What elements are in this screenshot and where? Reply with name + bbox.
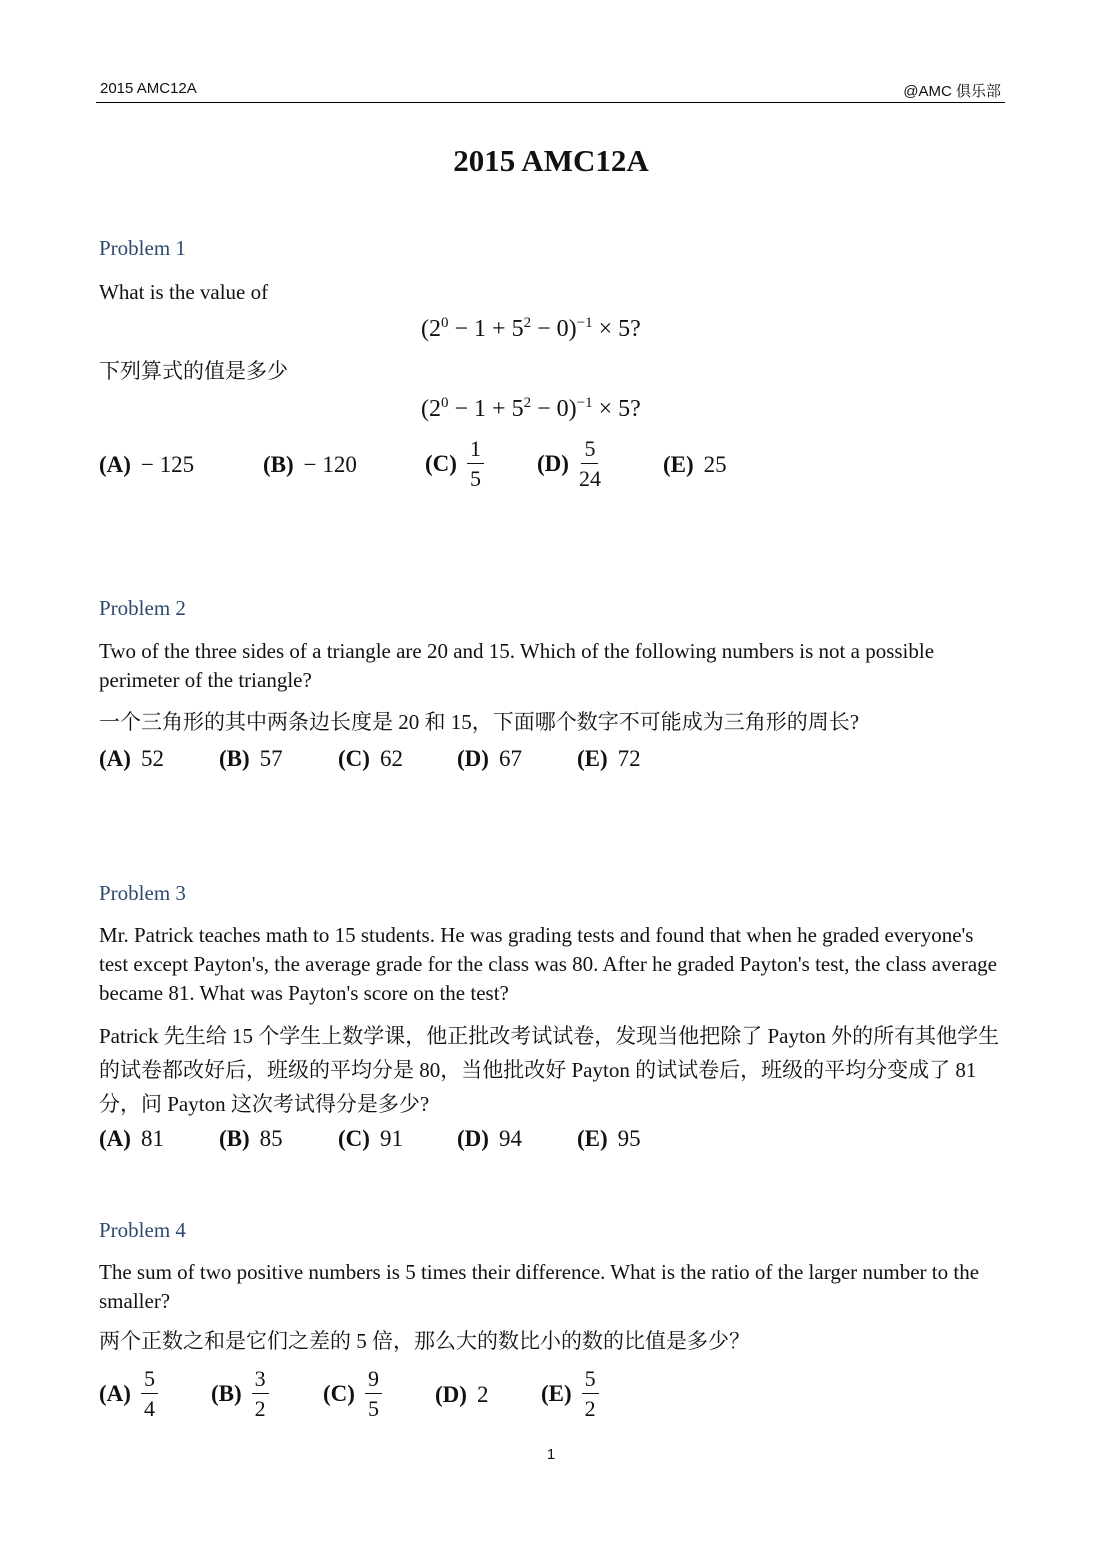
choice-label: (B) — [219, 746, 250, 771]
choice-label: (C) — [338, 746, 370, 771]
choice-a — [99, 1126, 164, 1152]
problem-1-choices — [99, 436, 799, 496]
choice-a — [99, 452, 194, 478]
choice-label: (D) — [435, 1382, 467, 1407]
fraction-numerator: 3 — [252, 1366, 269, 1394]
choice-value: − 125 — [140, 452, 195, 477]
choice-c — [338, 1126, 403, 1152]
choice-label: (D) — [457, 1126, 489, 1151]
choice-value: 95 — [617, 1126, 641, 1151]
choice-label: (C) — [425, 450, 457, 476]
page-number: 1 — [546, 1446, 556, 1463]
choice-value: 72 — [617, 746, 641, 771]
choice-a — [99, 746, 164, 772]
choice-value: − 120 — [303, 452, 357, 477]
problem-2-text-en: Two of the three sides of a triangle are 20 and 15. Which of the following numbers is not a possible perimeter of the triangle? — [99, 639, 935, 692]
fraction-denominator: 5 — [367, 1396, 379, 1421]
page-header — [98, 78, 1005, 102]
choice-b — [263, 452, 357, 478]
fraction-denominator: 2 — [254, 1396, 266, 1421]
fraction-denominator: 24 — [578, 466, 601, 491]
header-rule — [96, 102, 1005, 103]
choice-label: (E) — [541, 1380, 572, 1406]
choice-d — [457, 1126, 522, 1152]
choice-label: (A) — [99, 1380, 131, 1406]
problem-3-choices — [99, 1126, 699, 1160]
choice-value: 67 — [498, 746, 522, 771]
choice-d — [457, 746, 522, 772]
choice-label: (A) — [99, 1126, 131, 1151]
fraction-denominator: 2 — [584, 1396, 596, 1421]
choice-value: 57 — [259, 746, 283, 771]
choice-value: 62 — [379, 746, 403, 771]
choice-b — [211, 1366, 269, 1421]
fraction-denominator: 5 — [469, 466, 481, 491]
choice-d — [537, 436, 601, 491]
header-right-text: @AMC 俱乐部 — [903, 83, 1001, 100]
problem-1-text-en: What is the value of — [99, 280, 269, 304]
choice-value: 91 — [379, 1126, 403, 1151]
fraction — [579, 436, 601, 491]
choice-value: 2 — [476, 1382, 489, 1407]
problem-3-text-cn: Patrick 先生给 15 个学生上数学课，他正批改考试试卷，发现当他把除了 Payton 外的所有其他学生的试卷都改好后，班级的平均分是 80，当他批改好 Payton 的试试卷后，班级的平均分变成了 81 分，问 Payton 这次考试得分是多少? — [99, 1024, 1000, 1116]
problem-1-expression-en: $(2^0 - 1 + 5^2 - 0)^{-1} \times 5$? — [421, 315, 641, 342]
fraction-numerator: 5 — [582, 1366, 599, 1394]
choice-b — [219, 1126, 283, 1152]
problem-2-choices — [99, 746, 699, 780]
problem-3-text-en: Mr. Patrick teaches math to 15 students. He was grading tests and found that when he graded everyone's test except Payton's, the average grade for the class was 80. After he graded Payton's test, the class average became 81. What was Payton's score on the test? — [99, 923, 997, 1005]
choice-c — [323, 1366, 382, 1421]
problem-4-text-en: The sum of two positive numbers is 5 times their difference. What is the ratio of the larger number to the smaller? — [99, 1260, 980, 1313]
fraction — [467, 436, 484, 491]
document-title: 2015 AMC12A — [453, 143, 649, 178]
choice-b — [219, 746, 283, 772]
choice-label: (C) — [323, 1380, 355, 1406]
problem-1-title: Problem 1 — [99, 236, 186, 260]
choice-d — [435, 1382, 488, 1408]
problem-4-choices — [99, 1366, 719, 1426]
choice-c — [425, 436, 484, 491]
fraction — [582, 1366, 599, 1421]
choice-e — [577, 1126, 641, 1152]
choice-e — [541, 1366, 599, 1421]
choice-label: (B) — [263, 452, 294, 477]
choice-label: (D) — [457, 746, 489, 771]
problem-2-text-cn: 一个三角形的其中两条边长度是 20 和 15，下面哪个数字不可能成为三角形的周长? — [99, 710, 860, 734]
problem-1-text-cn: 下列算式的值是多少 — [99, 359, 288, 383]
choice-e — [577, 746, 641, 772]
problem-3-title: Problem 3 — [99, 881, 186, 905]
fraction-numerator: 5 — [581, 436, 598, 464]
choice-value: 85 — [259, 1126, 283, 1151]
fraction-numerator: 5 — [141, 1366, 158, 1394]
choice-a — [99, 1366, 158, 1421]
choice-value: 94 — [498, 1126, 522, 1151]
choice-e — [663, 452, 727, 478]
choice-value: 81 — [140, 1126, 164, 1151]
choice-value: 25 — [703, 452, 727, 477]
fraction — [252, 1366, 269, 1421]
choice-value: 52 — [140, 746, 164, 771]
fraction — [365, 1366, 382, 1421]
header-left-text: 2015 AMC12A — [100, 80, 197, 97]
problem-1-expression-cn: $(2^0 - 1 + 5^2 - 0)^{-1} \times 5$? — [421, 395, 641, 422]
choice-c — [338, 746, 403, 772]
fraction-denominator: 4 — [143, 1396, 155, 1421]
problem-4-text-cn: 两个正数之和是它们之差的 5 倍，那么大的数比小的数的比值是多少？ — [99, 1329, 750, 1353]
choice-label: (B) — [219, 1126, 250, 1151]
choice-label: (B) — [211, 1380, 242, 1406]
choice-label: (A) — [99, 452, 131, 477]
choice-label: (E) — [663, 452, 694, 477]
problem-2-title: Problem 2 — [99, 596, 186, 620]
choice-label: (C) — [338, 1126, 370, 1151]
choice-label: (A) — [99, 746, 131, 771]
fraction-numerator: 9 — [365, 1366, 382, 1394]
fraction-numerator: 1 — [467, 436, 484, 464]
problem-4-title: Problem 4 — [99, 1218, 186, 1242]
choice-label: (D) — [537, 450, 569, 476]
choice-label: (E) — [577, 1126, 608, 1151]
choice-label: (E) — [577, 746, 608, 771]
fraction — [141, 1366, 158, 1421]
